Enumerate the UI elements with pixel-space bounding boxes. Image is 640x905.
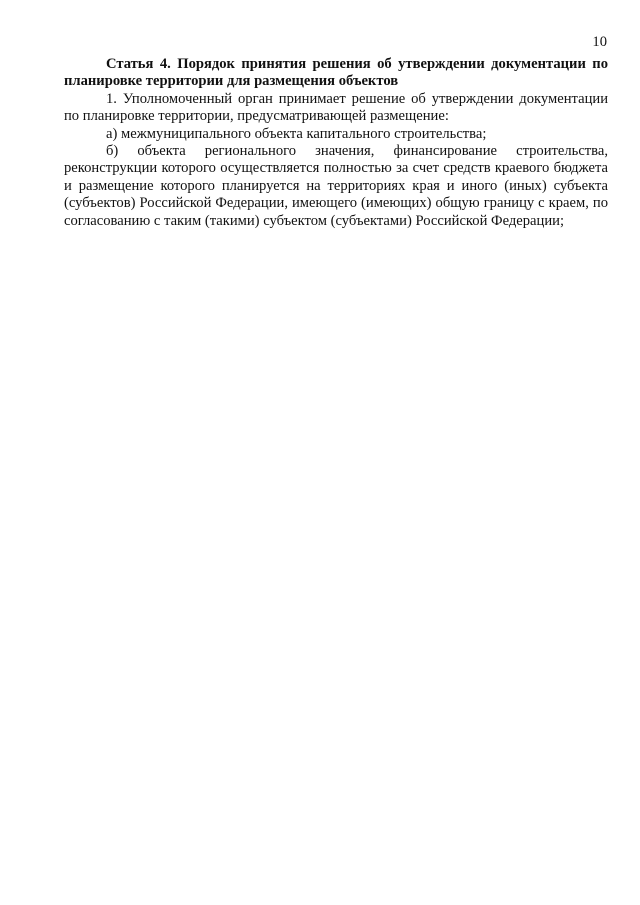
paragraph-1b: б) объекта регионального значения, финансирование строительства, реконструкции которого осуществляется полностью за счет средств краевого бюджета и размещение которого планируется на территориях края и иного (иных) субъекта (субъектов) Российской Федерации, имеющего (имеющих) общую границу с краем, по согласованию с таким (такими) субъектом (субъектами) Российской Федерации;: [64, 143, 608, 229]
paragraph-1a: а) межмуниципального объекта капитального строительства;: [106, 125, 487, 142]
page-number: 10: [592, 34, 607, 50]
article-title: Статья 4. Порядок принятия решения об утверждении документации по планировке территории для размещения объектов: [64, 56, 608, 90]
page-content: [64, 56, 608, 230]
paragraph-1: 1. Уполномоченный орган принимает решение об утверждении документации по планировке территории, предусматривающей размещение:: [64, 90, 608, 125]
